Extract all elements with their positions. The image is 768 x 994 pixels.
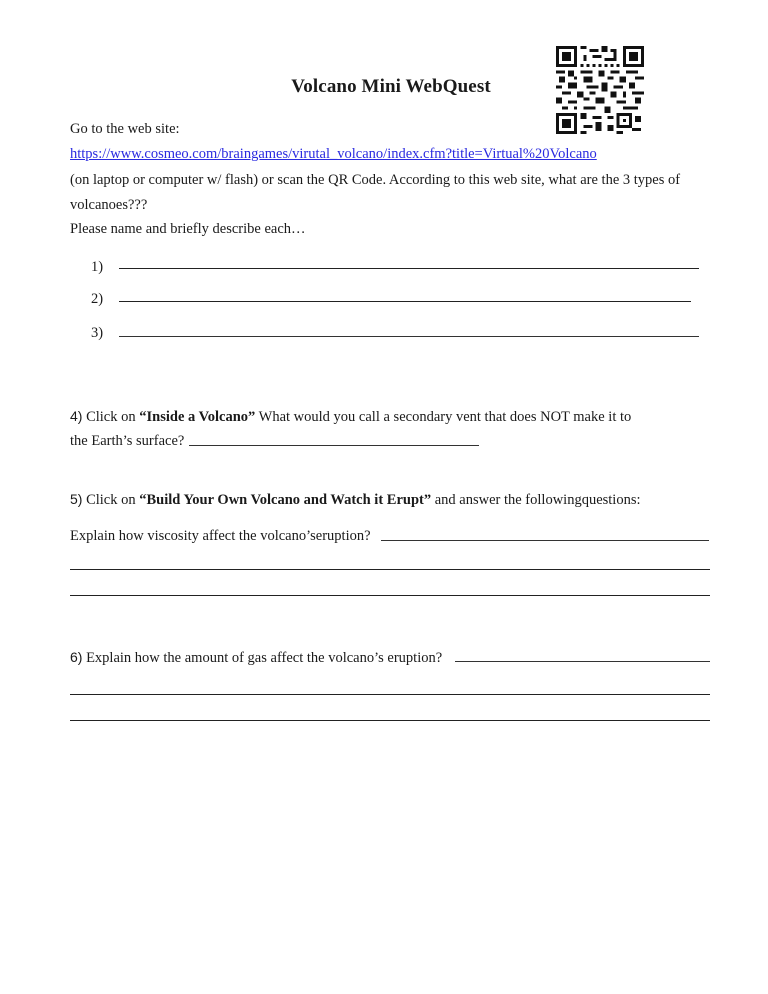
question-emphasis: “Inside a Volcano”: [139, 409, 256, 425]
question-text: Click on: [82, 409, 140, 425]
answer-line-q5-3[interactable]: [70, 595, 710, 596]
question-number: 6): [70, 649, 83, 665]
question-text: and answer the followingquestions:: [431, 492, 641, 508]
question-5: [70, 490, 641, 509]
answer-line-3[interactable]: [119, 336, 699, 337]
question-text: What would you call a secondary vent that does NOT make it to: [255, 409, 632, 425]
page-title-text: Volcano Mini WebQuest: [291, 76, 491, 97]
answer-line-q4[interactable]: [189, 445, 479, 446]
answer-number: 1): [91, 259, 104, 275]
intro-instruction: Go to the web site:: [70, 121, 180, 137]
intro-text-line: Please name and briefly describe each…: [70, 221, 306, 237]
question-5-sub: Explain how viscosity affect the volcano’seruption?: [70, 528, 371, 544]
intro-text-line: volcanoes???: [70, 197, 148, 213]
page-title: [0, 76, 768, 98]
answer-line-q5-1[interactable]: [381, 540, 709, 541]
qr-code-icon: [556, 46, 644, 134]
answer-line-q6-1[interactable]: [455, 661, 710, 662]
website-link[interactable]: https://www.cosmeo.com/braingames/virutal_volcano/index.cfm?title=Virtual%20Volcano: [70, 146, 597, 162]
answer-line-2[interactable]: [119, 301, 691, 302]
answer-number: 3): [91, 325, 104, 341]
question-emphasis: “Build Your Own Volcano and Watch it Erupt”: [139, 492, 432, 508]
question-number: 5): [70, 491, 83, 507]
question-number: 4): [70, 408, 83, 424]
question-4: [70, 407, 631, 426]
intro-text-line: (on laptop or computer w/ flash) or scan the QR Code. According to this web site, what are the 3 types of: [70, 172, 681, 188]
answer-number: 2): [91, 291, 104, 307]
question-text: Explain how the amount of gas affect the volcano’s eruption?: [82, 650, 443, 666]
question-4-line-2: the Earth’s surface?: [70, 433, 185, 449]
answer-line-q6-3[interactable]: [70, 720, 710, 721]
answer-line-q6-2[interactable]: [70, 694, 710, 695]
answer-line-1[interactable]: [119, 268, 699, 269]
answer-line-q5-2[interactable]: [70, 569, 710, 570]
question-text: Click on: [82, 492, 140, 508]
question-6: [70, 648, 442, 667]
